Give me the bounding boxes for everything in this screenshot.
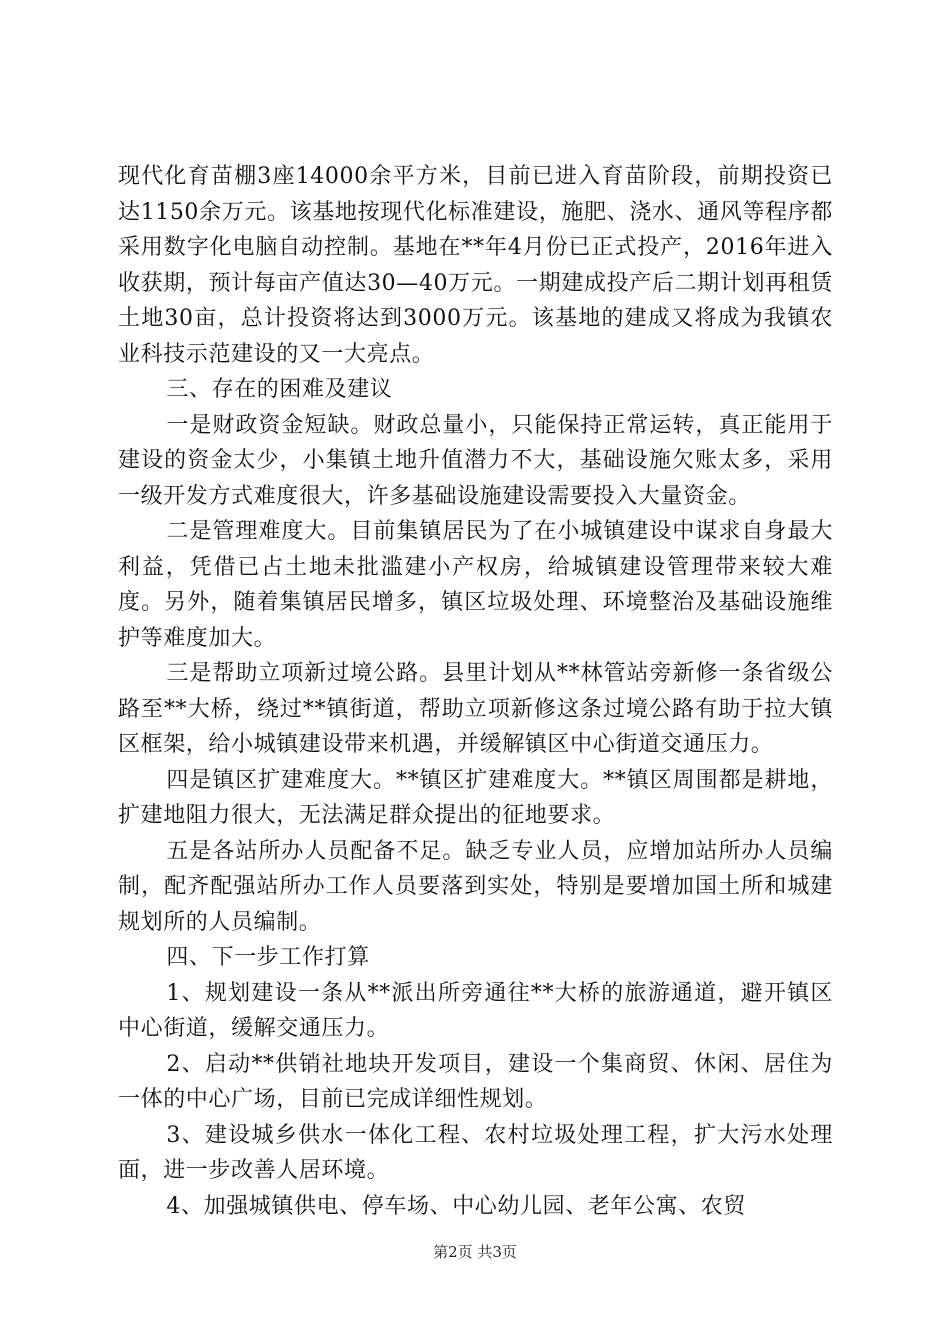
paragraph-plan-4: 4、加强城镇供电、停车场、中心幼儿园、老年公寓、农贸 [166,1193,746,1219]
section-heading-next-steps: 四、下一步工作打算 [166,945,370,970]
paragraph-difficulty-4: 四是镇区扩建难度大。**镇区扩建难度大。**镇区周围都是耕地，扩建地阻力很大，无法满足群众提出的征地要求。 [118,767,833,828]
paragraph-difficulty-3: 三是帮助立项新过境公路。县里计划从**林管站旁新修一条省级公路至**大桥，绕过**镇街道，帮助立项新修这条过境公路有助于拉大镇区框架，给小城镇建设带来机遇，并缓解镇区中心街道交通压力。 [118,661,833,757]
paragraph-plan-1: 1、规划建设一条从**派出所旁通往**大桥的旅游通道，避开镇区中心街道，缓解交通压力。 [118,980,833,1041]
paragraph-difficulty-1: 一是财政资金短缺。财政总量小，只能保持正常运转，真正能用于建设的资金太少，小集镇土地升值潜力不大，基础设施欠账太多，采用一级开发方式难度很大，许多基础设施建设需要投入大量资金。 [118,412,833,509]
page-number-footer: 第2页 共3页 [433,1243,517,1261]
section-heading-difficulties: 三、存在的困难及建议 [166,377,393,402]
paragraph-difficulty-5: 五是各站所办人员配备不足。缺乏专业人员，应增加站所办人员编制，配齐配强站所办工作人员要落到实处，特别是要增加国土所和城建规划所的人员编制。 [118,838,833,935]
paragraph-plan-2: 2、启动**供销社地块开发项目，建设一个集商贸、休闲、居住为一体的中心广场，目前已完成详细性规划。 [118,1051,833,1112]
document-body [118,159,833,1224]
paragraph-plan-3: 3、建设城乡供水一体化工程、农村垃圾处理工程，扩大污水处理面，进一步改善人居环境。 [118,1122,833,1183]
paragraph-continued: 现代化育苗棚3座14000余平方米，目前已进入育苗阶段，前期投资已达1150余万元。该基地按现代化标准建设，施肥、浇水、通风等程序都采用数字化电脑自动控制。基地在**年4月份已正式投产，2016年进入收获期，预计每亩产值达30—40万元。一期建成投产后二期计划再租赁土地30亩，总计投资将达到3000万元。该基地的建成又将成为我镇农业科技示范建设的又一大亮点。 [118,164,833,367]
paragraph-difficulty-2: 二是管理难度大。目前集镇居民为了在小城镇建设中谋求自身最大利益，凭借已占土地未批滥建小产权房，给城镇建设管理带来较大难度。另外，随着集镇居民增多，镇区垃圾处理、环境整治及基础设施维护等难度加大。 [118,519,833,651]
